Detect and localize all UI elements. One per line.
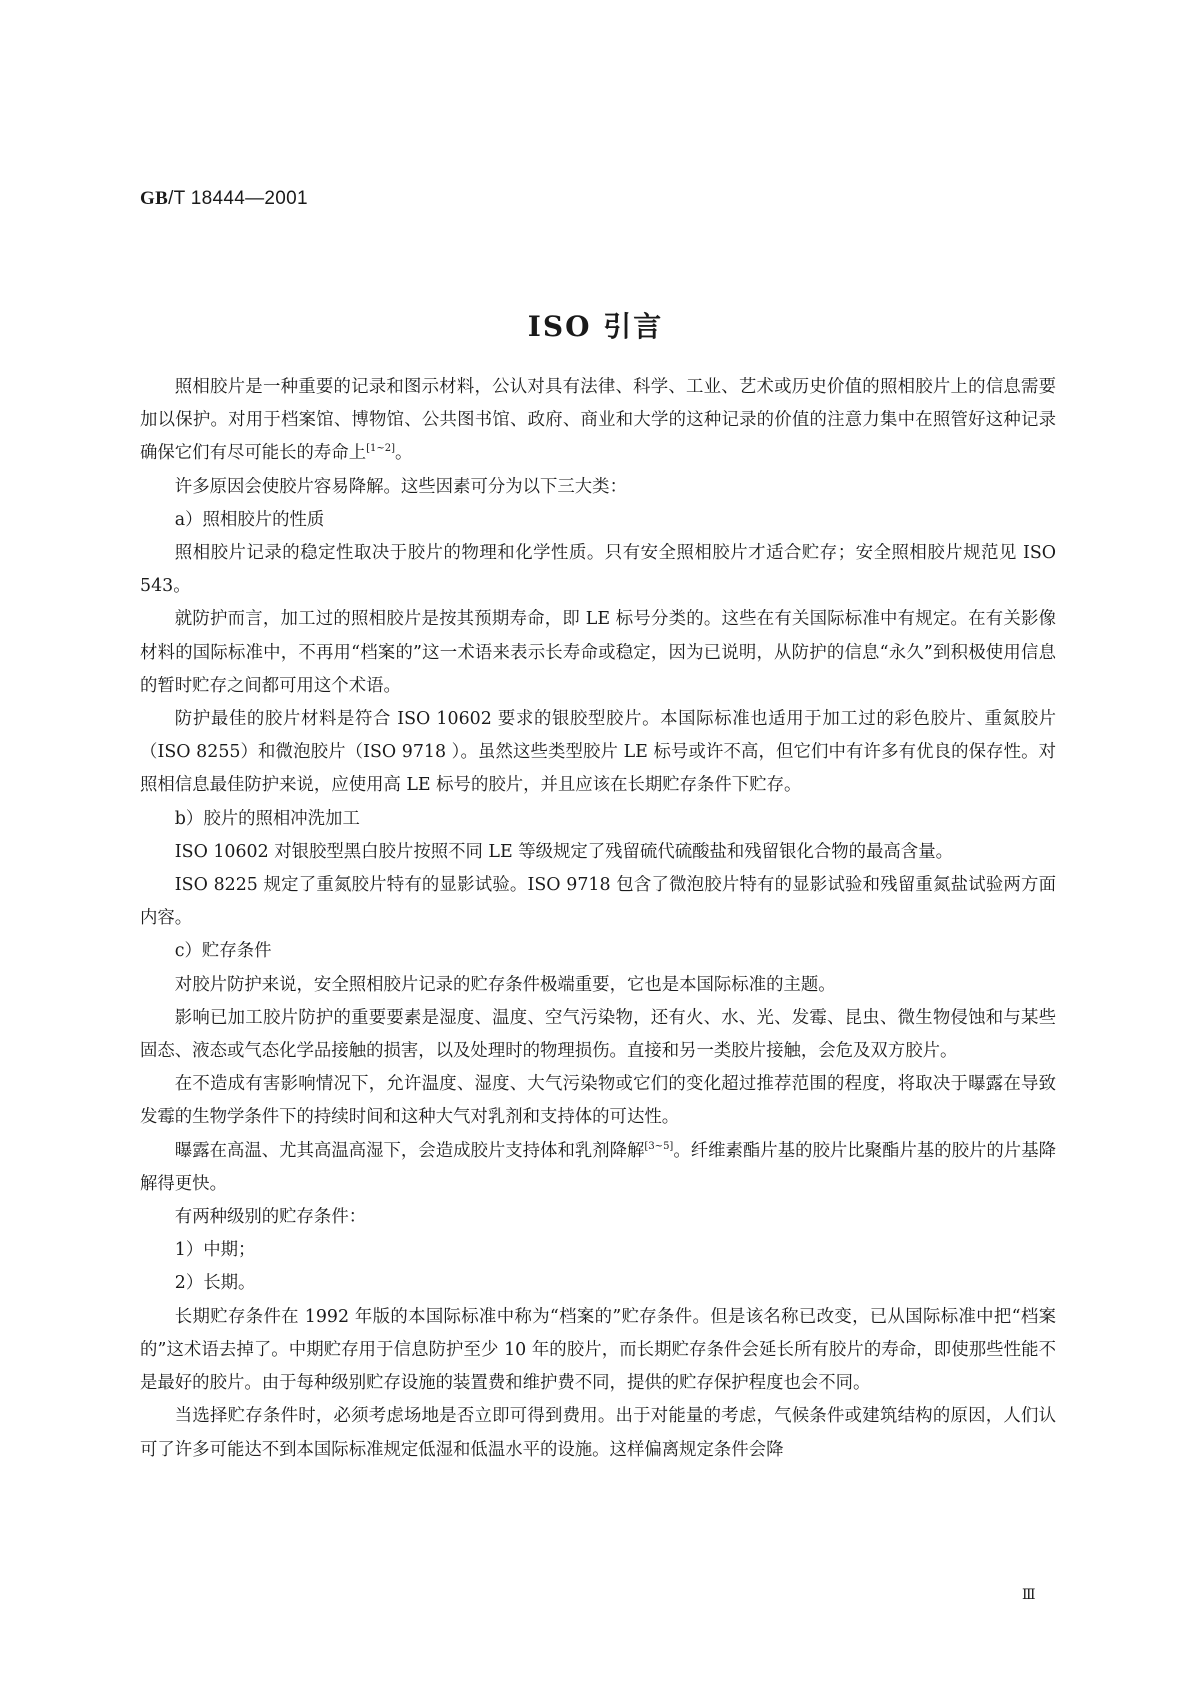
paragraph: 照相胶片记录的稳定性取决于胶片的物理和化学性质。只有安全照相胶片才适合贮存；安全照相胶片规范见 ISO 543。: [140, 543, 1056, 597]
paragraph: ISO 8225 规定了重氮胶片特有的显影试验。ISO 9718 包含了微泡胶片特有的显影试验和残留重氮盐试验两方面内容。: [140, 875, 1056, 929]
list-item-1: 1）中期；: [174, 1240, 256, 1261]
page-number: Ⅲ: [1022, 1587, 1036, 1603]
paragraph: 对胶片防护来说，安全照相胶片记录的贮存条件极端重要，它也是本国际标准的主题。: [174, 974, 836, 995]
list-item-b: b）胶片的照相冲洗加工: [174, 808, 360, 829]
list-item-2: 2）长期。: [174, 1273, 256, 1294]
paragraph: 许多原因会使胶片容易降解。这些因素可分为以下三大类：: [174, 476, 627, 497]
paragraph-degradation: 曝露在高温、尤其高温高湿下，会造成胶片支持体和乳剂降解[3~5]。纤维素酯片基的胶片比聚酯片基的胶片的片基降解得更快。: [140, 1140, 1056, 1194]
paragraph: 长期贮存条件在 1992 年版的本国际标准中称为“档案的”贮存条件。但是该名称已改变，已从国际标准中把“档案的”这术语去掉了。中期贮存用于信息防护至少 10 年的胶片，而长期贮存条件会延长所有胶片的寿命，即使那些性能不是最好的胶片。由于每种级别贮存设施的装置费和维护费不同，提供的贮存保护程度也会不同。: [140, 1306, 1056, 1394]
paragraph: 影响已加工胶片防护的重要要素是湿度、温度、空气污染物，还有火、水、光、发霉、昆虫、微生物侵蚀和与某些固态、液态或气态化学品接触的损害，以及处理时的物理损伤。直接和另一类胶片接触，会危及双方胶片。: [140, 1007, 1056, 1062]
paragraph: 有两种级别的贮存条件：: [174, 1207, 367, 1228]
body-text: [140, 371, 1056, 1467]
citation-ref: [3~5]: [644, 1140, 674, 1152]
paragraph-intro: 照相胶片是一种重要的记录和图示材料，公认对具有法律、科学、工业、艺术或历史价值的照相胶片上的信息需要加以保护。对用于档案馆、博物馆、公共图书馆、政府、商业和大学的这种记录的价值的注意力集中在照管好这种记录确保它们有尽可能长的寿命上[1~2]。: [140, 377, 1056, 464]
standard-code: [140, 188, 308, 210]
standard-code-prefix: GB: [140, 188, 169, 209]
paragraph: 当选择贮存条件时，必须考虑场地是否立即可得到费用。出于对能量的考虑，气候条件或建筑结构的原因，人们认可了许多可能达不到本国际标准规定低湿和低温水平的设施。这样偏离规定条件会降: [140, 1406, 1056, 1460]
list-item-c: c）贮存条件: [174, 941, 272, 962]
paragraph: 在不造成有害影响情况下，允许温度、湿度、大气污染物或它们的变化超过推荐范围的程度，将取决于曝露在导致发霉的生物学条件下的持续时间和这种大气对乳剂和支持体的可达性。: [140, 1074, 1056, 1128]
standard-code-number: /T 18444—2001: [168, 188, 308, 209]
paragraph: 防护最佳的胶片材料是符合 ISO 10602 要求的银胶型胶片。本国际标准也适用于加工过的彩色胶片、重氮胶片（ISO 8255）和微泡胶片（ISO 9718 ）。虽然这些类型胶片 LE 标号或许不高，但它们中有许多有优良的保存性。对照相信息最佳防护来说，应使用高 LE 标号的胶片，并且应该在长期贮存条件下贮存。: [140, 709, 1056, 796]
paragraph: 就防护而言，加工过的照相胶片是按其预期寿命，即 LE 标号分类的。这些在有关国际标准中有规定。在有关影像材料的国际标准中，不再用“档案的”这一术语来表示长寿命或稳定，因为已说明，从防护的信息“永久”到积极使用信息的暂时贮存之间都可用这个术语。: [140, 609, 1056, 696]
list-item-a: a）照相胶片的性质: [174, 509, 325, 530]
paragraph: ISO 10602 对银胶型黑白胶片按照不同 LE 等级规定了残留硫代硫酸盐和残留银化合物的最高含量。: [174, 841, 953, 862]
page-title: ISO 引言: [527, 310, 664, 343]
citation-ref: [1~2]: [366, 443, 395, 455]
